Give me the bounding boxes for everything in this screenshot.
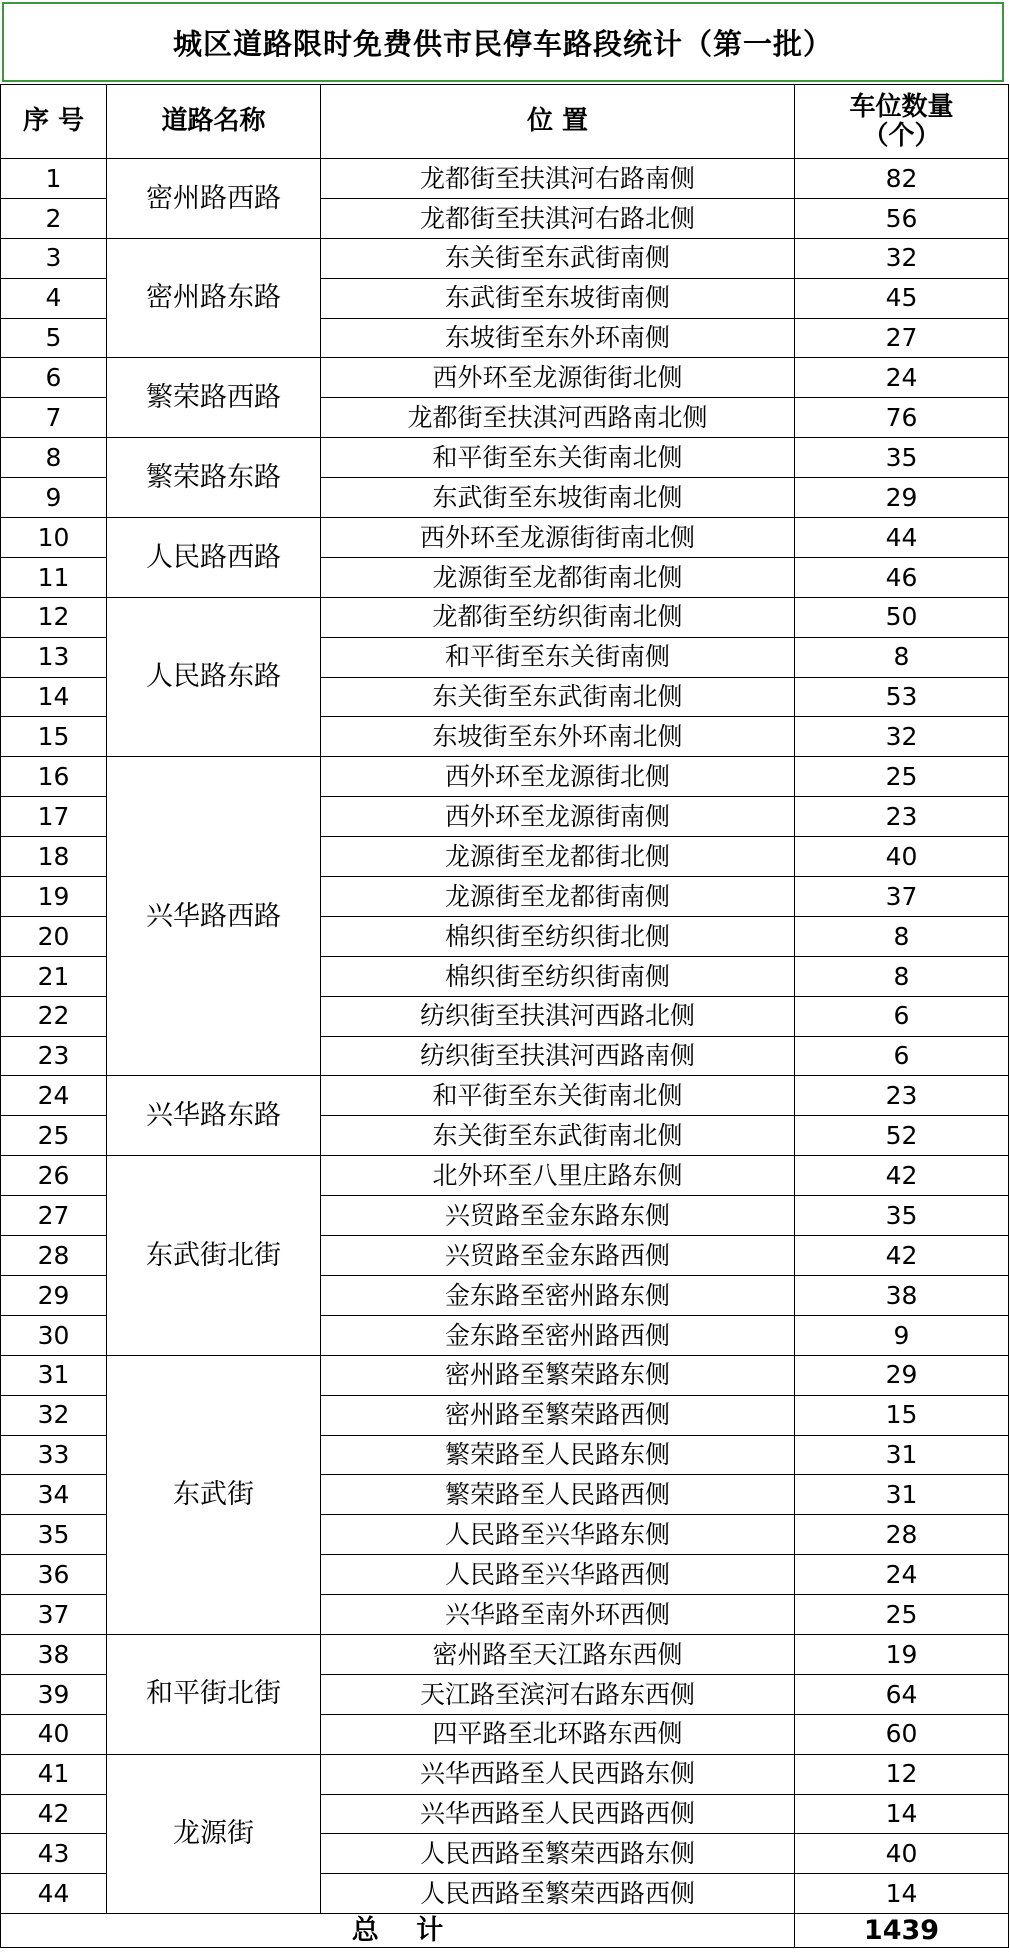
position-cell: 东坡街至东外环南北侧 xyxy=(321,717,795,757)
row-number: 35 xyxy=(1,1515,107,1555)
header-count-line1: 车位数量 xyxy=(849,91,954,122)
position-cell: 兴贸路至金东路西侧 xyxy=(321,1236,795,1276)
space-count: 23 xyxy=(795,1076,1009,1116)
row-number: 40 xyxy=(1,1714,107,1754)
row-number: 18 xyxy=(1,837,107,877)
space-count: 64 xyxy=(795,1674,1009,1714)
position-cell: 东关街至东武街南北侧 xyxy=(321,1116,795,1156)
total-label: 总 计 xyxy=(1,1914,795,1948)
row-number: 39 xyxy=(1,1674,107,1714)
space-count: 42 xyxy=(795,1156,1009,1196)
position-cell: 西外环至龙源街北侧 xyxy=(321,757,795,797)
position-cell: 西外环至龙源街街北侧 xyxy=(321,358,795,398)
header-position: 位 置 xyxy=(321,85,795,159)
row-number: 1 xyxy=(1,159,107,199)
table-row xyxy=(1,438,1009,478)
space-count: 14 xyxy=(795,1874,1009,1914)
row-number: 20 xyxy=(1,916,107,956)
table-row xyxy=(1,757,1009,797)
space-count: 8 xyxy=(795,637,1009,677)
space-count: 31 xyxy=(795,1435,1009,1475)
row-number: 34 xyxy=(1,1475,107,1515)
parking-table xyxy=(0,84,1009,1948)
row-number: 17 xyxy=(1,797,107,837)
position-cell: 金东路至密州路东侧 xyxy=(321,1275,795,1315)
space-count: 42 xyxy=(795,1236,1009,1276)
position-cell: 人民路至兴华路西侧 xyxy=(321,1555,795,1595)
table-row xyxy=(1,1076,1009,1116)
position-cell: 东坡街至东外环南侧 xyxy=(321,318,795,358)
space-count: 8 xyxy=(795,916,1009,956)
table-body xyxy=(1,159,1009,1914)
space-count: 31 xyxy=(795,1475,1009,1515)
space-count: 19 xyxy=(795,1634,1009,1674)
table-row xyxy=(1,238,1009,278)
position-cell: 和平街至东关街南侧 xyxy=(321,637,795,677)
row-number: 26 xyxy=(1,1156,107,1196)
table-row xyxy=(1,1355,1009,1395)
space-count: 6 xyxy=(795,1036,1009,1076)
road-name: 和平街北街 xyxy=(107,1634,321,1754)
space-count: 32 xyxy=(795,717,1009,757)
road-name: 人民路东路 xyxy=(107,597,321,757)
space-count: 29 xyxy=(795,1355,1009,1395)
space-count: 52 xyxy=(795,1116,1009,1156)
position-cell: 和平街至东关街南北侧 xyxy=(321,438,795,478)
row-number: 10 xyxy=(1,518,107,558)
row-number: 30 xyxy=(1,1315,107,1355)
space-count: 56 xyxy=(795,198,1009,238)
space-count: 50 xyxy=(795,597,1009,637)
position-cell: 龙源街至龙都街北侧 xyxy=(321,837,795,877)
road-name: 繁荣路西路 xyxy=(107,358,321,438)
row-number: 43 xyxy=(1,1834,107,1874)
position-cell: 密州路至繁荣路东侧 xyxy=(321,1355,795,1395)
space-count: 24 xyxy=(795,358,1009,398)
space-count: 38 xyxy=(795,1275,1009,1315)
row-number: 11 xyxy=(1,557,107,597)
space-count: 40 xyxy=(795,837,1009,877)
space-count: 32 xyxy=(795,238,1009,278)
position-cell: 人民路至兴华路东侧 xyxy=(321,1515,795,1555)
row-number: 25 xyxy=(1,1116,107,1156)
row-number: 37 xyxy=(1,1595,107,1635)
space-count: 15 xyxy=(795,1395,1009,1435)
position-cell: 棉织街至纺织街北侧 xyxy=(321,916,795,956)
space-count: 14 xyxy=(795,1794,1009,1834)
row-number: 7 xyxy=(1,398,107,438)
header-count-line2: （个） xyxy=(862,120,941,151)
space-count: 28 xyxy=(795,1515,1009,1555)
table-title: 城区道路限时免费供市民停车路段统计（第一批） xyxy=(2,2,1004,82)
header-no: 序 号 xyxy=(1,85,107,159)
position-cell: 纺织街至扶淇河西路北侧 xyxy=(321,996,795,1036)
space-count: 44 xyxy=(795,518,1009,558)
row-number: 2 xyxy=(1,198,107,238)
space-count: 53 xyxy=(795,677,1009,717)
position-cell: 棉织街至纺织街南侧 xyxy=(321,956,795,996)
road-name: 繁荣路东路 xyxy=(107,438,321,518)
row-number: 8 xyxy=(1,438,107,478)
space-count: 45 xyxy=(795,278,1009,318)
row-number: 9 xyxy=(1,478,107,518)
space-count: 27 xyxy=(795,318,1009,358)
table-row xyxy=(1,1156,1009,1196)
position-cell: 金东路至密州路西侧 xyxy=(321,1315,795,1355)
space-count: 25 xyxy=(795,1595,1009,1635)
position-cell: 兴华路至南外环西侧 xyxy=(321,1595,795,1635)
row-number: 19 xyxy=(1,877,107,917)
row-number: 38 xyxy=(1,1634,107,1674)
position-cell: 兴华西路至人民西路西侧 xyxy=(321,1794,795,1834)
position-cell: 西外环至龙源街南侧 xyxy=(321,797,795,837)
header-count xyxy=(795,85,1009,159)
row-number: 23 xyxy=(1,1036,107,1076)
table-row xyxy=(1,518,1009,558)
row-number: 28 xyxy=(1,1236,107,1276)
row-number: 15 xyxy=(1,717,107,757)
row-number: 33 xyxy=(1,1435,107,1475)
position-cell: 北外环至八里庄路东侧 xyxy=(321,1156,795,1196)
position-cell: 龙源街至龙都街南侧 xyxy=(321,877,795,917)
position-cell: 龙都街至纺织街南北侧 xyxy=(321,597,795,637)
position-cell: 东关街至东武街南北侧 xyxy=(321,677,795,717)
row-number: 16 xyxy=(1,757,107,797)
space-count: 82 xyxy=(795,159,1009,199)
table-row xyxy=(1,1634,1009,1674)
position-cell: 龙都街至扶淇河右路北侧 xyxy=(321,198,795,238)
position-cell: 密州路至繁荣路西侧 xyxy=(321,1395,795,1435)
row-number: 29 xyxy=(1,1275,107,1315)
row-number: 14 xyxy=(1,677,107,717)
position-cell: 东武街至东坡街南北侧 xyxy=(321,478,795,518)
position-cell: 东武街至东坡街南侧 xyxy=(321,278,795,318)
space-count: 60 xyxy=(795,1714,1009,1754)
position-cell: 纺织街至扶淇河西路南侧 xyxy=(321,1036,795,1076)
space-count: 6 xyxy=(795,996,1009,1036)
road-name: 龙源街 xyxy=(107,1754,321,1914)
table-row xyxy=(1,1754,1009,1794)
position-cell: 和平街至东关街南北侧 xyxy=(321,1076,795,1116)
space-count: 29 xyxy=(795,478,1009,518)
row-number: 31 xyxy=(1,1355,107,1395)
row-number: 13 xyxy=(1,637,107,677)
space-count: 24 xyxy=(795,1555,1009,1595)
position-cell: 繁荣路至人民路东侧 xyxy=(321,1435,795,1475)
position-cell: 人民西路至繁荣西路东侧 xyxy=(321,1834,795,1874)
row-number: 21 xyxy=(1,956,107,996)
space-count: 23 xyxy=(795,797,1009,837)
space-count: 76 xyxy=(795,398,1009,438)
space-count: 9 xyxy=(795,1315,1009,1355)
space-count: 46 xyxy=(795,557,1009,597)
row-number: 22 xyxy=(1,996,107,1036)
row-number: 24 xyxy=(1,1076,107,1116)
space-count: 12 xyxy=(795,1754,1009,1794)
position-cell: 密州路至天江路东西侧 xyxy=(321,1634,795,1674)
position-cell: 龙都街至扶淇河西路南北侧 xyxy=(321,398,795,438)
row-number: 44 xyxy=(1,1874,107,1914)
position-cell: 繁荣路至人民路西侧 xyxy=(321,1475,795,1515)
road-name: 密州路西路 xyxy=(107,159,321,239)
road-name: 东武街 xyxy=(107,1355,321,1634)
road-name: 兴华路东路 xyxy=(107,1076,321,1156)
row-number: 41 xyxy=(1,1754,107,1794)
row-number: 5 xyxy=(1,318,107,358)
position-cell: 兴华西路至人民西路东侧 xyxy=(321,1754,795,1794)
total-value: 1439 xyxy=(795,1914,1009,1948)
position-cell: 西外环至龙源街街南北侧 xyxy=(321,518,795,558)
space-count: 25 xyxy=(795,757,1009,797)
row-number: 4 xyxy=(1,278,107,318)
row-number: 27 xyxy=(1,1196,107,1236)
table-row xyxy=(1,358,1009,398)
position-cell: 东关街至东武街南侧 xyxy=(321,238,795,278)
table-row xyxy=(1,597,1009,637)
row-number: 3 xyxy=(1,238,107,278)
header-road: 道路名称 xyxy=(107,85,321,159)
table-row xyxy=(1,159,1009,199)
position-cell: 兴贸路至金东路东侧 xyxy=(321,1196,795,1236)
position-cell: 天江路至滨河右路东西侧 xyxy=(321,1674,795,1714)
position-cell: 人民西路至繁荣西路西侧 xyxy=(321,1874,795,1914)
position-cell: 龙源街至龙都街南北侧 xyxy=(321,557,795,597)
road-name: 密州路东路 xyxy=(107,238,321,358)
space-count: 35 xyxy=(795,438,1009,478)
row-number: 32 xyxy=(1,1395,107,1435)
position-cell: 四平路至北环路东西侧 xyxy=(321,1714,795,1754)
space-count: 35 xyxy=(795,1196,1009,1236)
row-number: 12 xyxy=(1,597,107,637)
row-number: 36 xyxy=(1,1555,107,1595)
total-row xyxy=(1,1914,1009,1948)
space-count: 40 xyxy=(795,1834,1009,1874)
position-cell: 龙都街至扶淇河右路南侧 xyxy=(321,159,795,199)
road-name: 东武街北街 xyxy=(107,1156,321,1355)
header-row xyxy=(1,85,1009,159)
road-name: 兴华路西路 xyxy=(107,757,321,1076)
road-name: 人民路西路 xyxy=(107,518,321,598)
row-number: 6 xyxy=(1,358,107,398)
space-count: 37 xyxy=(795,877,1009,917)
space-count: 8 xyxy=(795,956,1009,996)
row-number: 42 xyxy=(1,1794,107,1834)
